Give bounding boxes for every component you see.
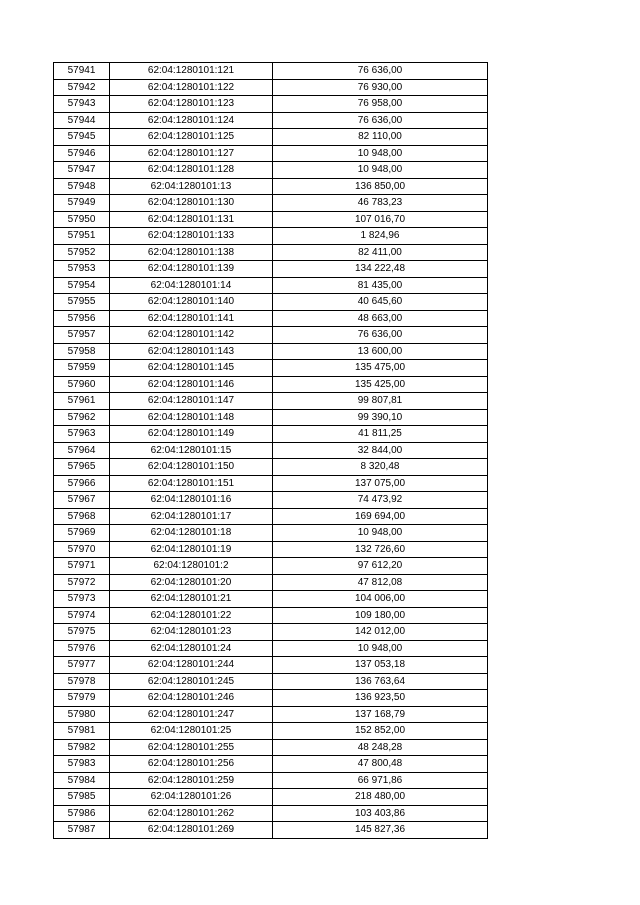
cadastral-number-cell: 62:04:1280101:18 bbox=[110, 525, 273, 542]
cadastral-number-cell: 62:04:1280101:269 bbox=[110, 822, 273, 839]
table-row bbox=[54, 426, 488, 443]
cadastral-number-cell: 62:04:1280101:130 bbox=[110, 195, 273, 212]
value-cell: 76 958,00 bbox=[273, 96, 488, 113]
value-cell: 135 475,00 bbox=[273, 360, 488, 377]
cadastral-number-cell: 62:04:1280101:21 bbox=[110, 591, 273, 608]
cadastral-number-cell: 62:04:1280101:151 bbox=[110, 475, 273, 492]
table-body bbox=[54, 63, 488, 839]
cadastral-number-cell: 62:04:1280101:145 bbox=[110, 360, 273, 377]
cadastral-number-cell: 62:04:1280101:23 bbox=[110, 624, 273, 641]
cadastral-number-cell: 62:04:1280101:131 bbox=[110, 211, 273, 228]
cadastral-number-cell: 62:04:1280101:121 bbox=[110, 63, 273, 80]
cadastral-number-cell: 62:04:1280101:245 bbox=[110, 673, 273, 690]
table-row bbox=[54, 673, 488, 690]
row-number-cell: 57942 bbox=[54, 79, 110, 96]
cadastral-number-cell: 62:04:1280101:125 bbox=[110, 129, 273, 146]
value-cell: 47 812,08 bbox=[273, 574, 488, 591]
cadastral-number-cell: 62:04:1280101:16 bbox=[110, 492, 273, 509]
value-cell: 142 012,00 bbox=[273, 624, 488, 641]
value-cell: 82 411,00 bbox=[273, 244, 488, 261]
row-number-cell: 57947 bbox=[54, 162, 110, 179]
cadastral-number-cell: 62:04:1280101:142 bbox=[110, 327, 273, 344]
cadastral-number-cell: 62:04:1280101:255 bbox=[110, 739, 273, 756]
table-row bbox=[54, 772, 488, 789]
cadastral-number-cell: 62:04:1280101:147 bbox=[110, 393, 273, 410]
row-number-cell: 57959 bbox=[54, 360, 110, 377]
row-number-cell: 57983 bbox=[54, 756, 110, 773]
value-cell: 145 827,36 bbox=[273, 822, 488, 839]
row-number-cell: 57972 bbox=[54, 574, 110, 591]
table-row bbox=[54, 327, 488, 344]
value-cell: 107 016,70 bbox=[273, 211, 488, 228]
row-number-cell: 57962 bbox=[54, 409, 110, 426]
value-cell: 10 948,00 bbox=[273, 162, 488, 179]
row-number-cell: 57964 bbox=[54, 442, 110, 459]
table-row bbox=[54, 475, 488, 492]
cadastral-number-cell: 62:04:1280101:26 bbox=[110, 789, 273, 806]
table-row bbox=[54, 244, 488, 261]
table-row bbox=[54, 756, 488, 773]
table-row bbox=[54, 789, 488, 806]
value-cell: 132 726,60 bbox=[273, 541, 488, 558]
cadastral-number-cell: 62:04:1280101:141 bbox=[110, 310, 273, 327]
table-row bbox=[54, 805, 488, 822]
value-cell: 99 390,10 bbox=[273, 409, 488, 426]
table-row bbox=[54, 112, 488, 129]
row-number-cell: 57974 bbox=[54, 607, 110, 624]
table-row bbox=[54, 822, 488, 839]
cadastral-number-cell: 62:04:1280101:146 bbox=[110, 376, 273, 393]
cadastral-number-cell: 62:04:1280101:140 bbox=[110, 294, 273, 311]
table-row bbox=[54, 79, 488, 96]
value-cell: 1 824,96 bbox=[273, 228, 488, 245]
cadastral-number-cell: 62:04:1280101:139 bbox=[110, 261, 273, 278]
row-number-cell: 57965 bbox=[54, 459, 110, 476]
cadastral-number-cell: 62:04:1280101:13 bbox=[110, 178, 273, 195]
value-cell: 32 844,00 bbox=[273, 442, 488, 459]
table-row bbox=[54, 723, 488, 740]
table-row bbox=[54, 178, 488, 195]
data-table bbox=[53, 62, 488, 839]
value-cell: 135 425,00 bbox=[273, 376, 488, 393]
table-row bbox=[54, 574, 488, 591]
cadastral-number-cell: 62:04:1280101:122 bbox=[110, 79, 273, 96]
table-row bbox=[54, 162, 488, 179]
value-cell: 74 473,92 bbox=[273, 492, 488, 509]
row-number-cell: 57977 bbox=[54, 657, 110, 674]
row-number-cell: 57967 bbox=[54, 492, 110, 509]
cadastral-number-cell: 62:04:1280101:259 bbox=[110, 772, 273, 789]
row-number-cell: 57950 bbox=[54, 211, 110, 228]
value-cell: 109 180,00 bbox=[273, 607, 488, 624]
row-number-cell: 57987 bbox=[54, 822, 110, 839]
cadastral-number-cell: 62:04:1280101:246 bbox=[110, 690, 273, 707]
table-row bbox=[54, 211, 488, 228]
table-row bbox=[54, 492, 488, 509]
row-number-cell: 57944 bbox=[54, 112, 110, 129]
table-row bbox=[54, 343, 488, 360]
row-number-cell: 57954 bbox=[54, 277, 110, 294]
row-number-cell: 57951 bbox=[54, 228, 110, 245]
value-cell: 97 612,20 bbox=[273, 558, 488, 575]
value-cell: 104 006,00 bbox=[273, 591, 488, 608]
table-row bbox=[54, 360, 488, 377]
value-cell: 169 694,00 bbox=[273, 508, 488, 525]
value-cell: 137 053,18 bbox=[273, 657, 488, 674]
row-number-cell: 57970 bbox=[54, 541, 110, 558]
table-row bbox=[54, 739, 488, 756]
value-cell: 136 923,50 bbox=[273, 690, 488, 707]
value-cell: 66 971,86 bbox=[273, 772, 488, 789]
row-number-cell: 57973 bbox=[54, 591, 110, 608]
value-cell: 81 435,00 bbox=[273, 277, 488, 294]
row-number-cell: 57978 bbox=[54, 673, 110, 690]
value-cell: 47 800,48 bbox=[273, 756, 488, 773]
cadastral-number-cell: 62:04:1280101:15 bbox=[110, 442, 273, 459]
row-number-cell: 57960 bbox=[54, 376, 110, 393]
value-cell: 136 850,00 bbox=[273, 178, 488, 195]
row-number-cell: 57963 bbox=[54, 426, 110, 443]
row-number-cell: 57971 bbox=[54, 558, 110, 575]
cadastral-number-cell: 62:04:1280101:124 bbox=[110, 112, 273, 129]
cadastral-number-cell: 62:04:1280101:128 bbox=[110, 162, 273, 179]
row-number-cell: 57956 bbox=[54, 310, 110, 327]
cadastral-number-cell: 62:04:1280101:138 bbox=[110, 244, 273, 261]
table-row bbox=[54, 409, 488, 426]
value-cell: 99 807,81 bbox=[273, 393, 488, 410]
table-row bbox=[54, 195, 488, 212]
value-cell: 103 403,86 bbox=[273, 805, 488, 822]
table-row bbox=[54, 690, 488, 707]
value-cell: 13 600,00 bbox=[273, 343, 488, 360]
cadastral-number-cell: 62:04:1280101:24 bbox=[110, 640, 273, 657]
row-number-cell: 57946 bbox=[54, 145, 110, 162]
row-number-cell: 57986 bbox=[54, 805, 110, 822]
cadastral-number-cell: 62:04:1280101:22 bbox=[110, 607, 273, 624]
table-row bbox=[54, 261, 488, 278]
value-cell: 82 110,00 bbox=[273, 129, 488, 146]
row-number-cell: 57981 bbox=[54, 723, 110, 740]
cadastral-number-cell: 62:04:1280101:123 bbox=[110, 96, 273, 113]
table-row bbox=[54, 459, 488, 476]
cadastral-number-cell: 62:04:1280101:17 bbox=[110, 508, 273, 525]
row-number-cell: 57958 bbox=[54, 343, 110, 360]
cadastral-number-cell: 62:04:1280101:247 bbox=[110, 706, 273, 723]
cadastral-number-cell: 62:04:1280101:2 bbox=[110, 558, 273, 575]
row-number-cell: 57982 bbox=[54, 739, 110, 756]
row-number-cell: 57948 bbox=[54, 178, 110, 195]
row-number-cell: 57952 bbox=[54, 244, 110, 261]
row-number-cell: 57968 bbox=[54, 508, 110, 525]
cadastral-number-cell: 62:04:1280101:143 bbox=[110, 343, 273, 360]
row-number-cell: 57984 bbox=[54, 772, 110, 789]
value-cell: 76 636,00 bbox=[273, 112, 488, 129]
value-cell: 137 075,00 bbox=[273, 475, 488, 492]
row-number-cell: 57979 bbox=[54, 690, 110, 707]
table-row bbox=[54, 63, 488, 80]
cadastral-number-cell: 62:04:1280101:127 bbox=[110, 145, 273, 162]
row-number-cell: 57985 bbox=[54, 789, 110, 806]
table-row bbox=[54, 591, 488, 608]
value-cell: 40 645,60 bbox=[273, 294, 488, 311]
value-cell: 48 663,00 bbox=[273, 310, 488, 327]
row-number-cell: 57949 bbox=[54, 195, 110, 212]
cadastral-number-cell: 62:04:1280101:25 bbox=[110, 723, 273, 740]
row-number-cell: 57955 bbox=[54, 294, 110, 311]
value-cell: 152 852,00 bbox=[273, 723, 488, 740]
value-cell: 10 948,00 bbox=[273, 145, 488, 162]
cadastral-number-cell: 62:04:1280101:20 bbox=[110, 574, 273, 591]
cadastral-number-cell: 62:04:1280101:133 bbox=[110, 228, 273, 245]
cadastral-number-cell: 62:04:1280101:262 bbox=[110, 805, 273, 822]
table-row bbox=[54, 129, 488, 146]
value-cell: 8 320,48 bbox=[273, 459, 488, 476]
value-cell: 10 948,00 bbox=[273, 525, 488, 542]
value-cell: 46 783,23 bbox=[273, 195, 488, 212]
row-number-cell: 57966 bbox=[54, 475, 110, 492]
table-row bbox=[54, 525, 488, 542]
table-row bbox=[54, 294, 488, 311]
table-row bbox=[54, 96, 488, 113]
value-cell: 10 948,00 bbox=[273, 640, 488, 657]
table-row bbox=[54, 706, 488, 723]
value-cell: 137 168,79 bbox=[273, 706, 488, 723]
row-number-cell: 57943 bbox=[54, 96, 110, 113]
row-number-cell: 57975 bbox=[54, 624, 110, 641]
cadastral-number-cell: 62:04:1280101:150 bbox=[110, 459, 273, 476]
value-cell: 136 763,64 bbox=[273, 673, 488, 690]
value-cell: 48 248,28 bbox=[273, 739, 488, 756]
cadastral-number-cell: 62:04:1280101:149 bbox=[110, 426, 273, 443]
table-row bbox=[54, 145, 488, 162]
value-cell: 41 811,25 bbox=[273, 426, 488, 443]
table-row bbox=[54, 607, 488, 624]
table-row bbox=[54, 277, 488, 294]
row-number-cell: 57961 bbox=[54, 393, 110, 410]
table-row bbox=[54, 508, 488, 525]
value-cell: 218 480,00 bbox=[273, 789, 488, 806]
table-row bbox=[54, 624, 488, 641]
table-row bbox=[54, 640, 488, 657]
table-row bbox=[54, 228, 488, 245]
value-cell: 134 222,48 bbox=[273, 261, 488, 278]
cadastral-number-cell: 62:04:1280101:148 bbox=[110, 409, 273, 426]
row-number-cell: 57969 bbox=[54, 525, 110, 542]
table-row bbox=[54, 376, 488, 393]
row-number-cell: 57945 bbox=[54, 129, 110, 146]
cadastral-number-cell: 62:04:1280101:19 bbox=[110, 541, 273, 558]
row-number-cell: 57941 bbox=[54, 63, 110, 80]
cadastral-number-cell: 62:04:1280101:14 bbox=[110, 277, 273, 294]
table-row bbox=[54, 393, 488, 410]
table-row bbox=[54, 558, 488, 575]
value-cell: 76 930,00 bbox=[273, 79, 488, 96]
row-number-cell: 57976 bbox=[54, 640, 110, 657]
row-number-cell: 57953 bbox=[54, 261, 110, 278]
row-number-cell: 57957 bbox=[54, 327, 110, 344]
value-cell: 76 636,00 bbox=[273, 327, 488, 344]
table-row bbox=[54, 442, 488, 459]
table-row bbox=[54, 310, 488, 327]
cadastral-number-cell: 62:04:1280101:256 bbox=[110, 756, 273, 773]
row-number-cell: 57980 bbox=[54, 706, 110, 723]
table-row bbox=[54, 541, 488, 558]
table-row bbox=[54, 657, 488, 674]
cadastral-number-cell: 62:04:1280101:244 bbox=[110, 657, 273, 674]
value-cell: 76 636,00 bbox=[273, 63, 488, 80]
